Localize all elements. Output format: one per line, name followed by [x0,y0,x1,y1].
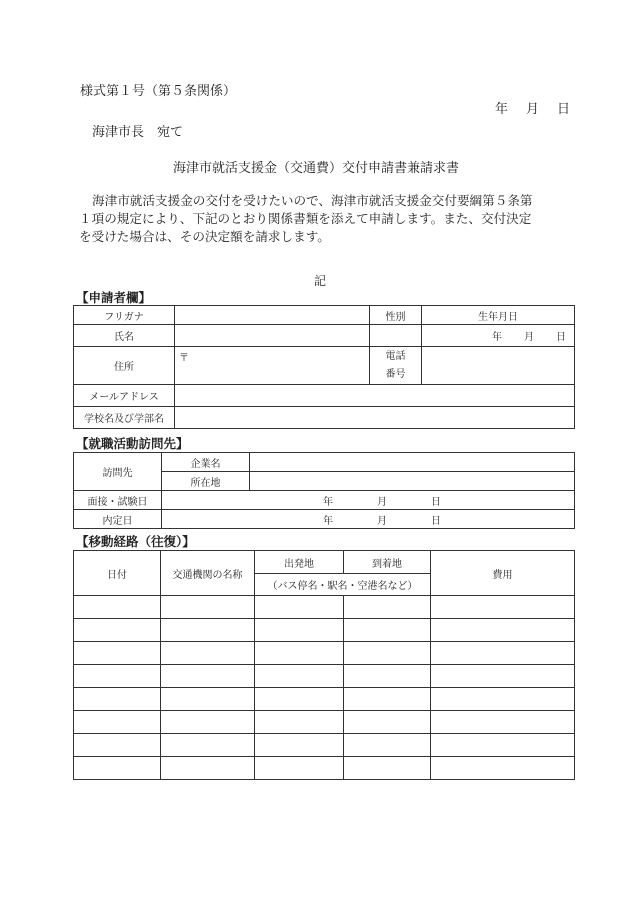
furigana-field[interactable] [175,306,370,325]
email-field[interactable] [175,385,575,407]
company-label: 企業名 [162,453,250,472]
gender-field[interactable] [370,325,422,347]
route-row [74,711,575,734]
route-row [74,688,575,711]
route-departure-cell[interactable] [255,711,344,734]
route-arrival-cell[interactable] [344,642,431,665]
route-transport-cell[interactable] [161,596,255,619]
date-day-label: 日 [557,102,571,117]
location-label: 所在地 [162,472,250,491]
visit-heading: 【就職活動訪問先】 [76,436,189,451]
route-heading: 【移動経路（往復）】 [76,534,195,549]
interview-date-label: 面接・試験日 [74,491,162,510]
date-month-label: 月 [526,102,540,117]
route-cost-cell[interactable] [431,734,575,757]
school-field[interactable] [175,407,575,429]
company-field[interactable] [250,453,575,472]
postal-mark: 〒 [179,353,189,364]
applicant-table [73,305,575,429]
document-title: 海津市就活支援金（交通費）交付申請書兼請求書 [173,161,460,176]
route-date-header: 日付 [74,551,161,596]
route-departure-header: 出発地 [255,551,344,574]
route-date-cell[interactable] [74,711,161,734]
route-transport-cell[interactable] [161,757,255,780]
route-date-cell[interactable] [74,688,161,711]
offer-year-label: 年 [323,515,333,527]
offer-day-label: 日 [431,515,441,527]
route-transport-cell[interactable] [161,734,255,757]
visit-table [73,452,575,529]
address-field[interactable] [175,347,370,385]
phone-label-line1: 電話 [385,350,406,362]
route-departure-cell[interactable] [255,642,344,665]
route-transport-cell[interactable] [161,711,255,734]
route-cost-header: 費用 [431,551,575,596]
phone-label-line2: 番号 [385,368,406,380]
route-arrival-cell[interactable] [344,619,431,642]
route-row [74,619,575,642]
interview-day-label: 日 [431,496,441,508]
location-field[interactable] [250,472,575,491]
date-line [495,98,570,117]
route-departure-cell[interactable] [255,665,344,688]
body-line: を受けた場合は、その決定額を請求します。 [79,229,330,244]
offer-date-field[interactable] [162,510,575,529]
route-note: （バス停名・駅名・空港名など） [255,574,431,596]
phone-field[interactable] [422,347,575,385]
school-label: 学校名及び学部名 [74,407,175,429]
route-departure-cell[interactable] [255,734,344,757]
phone-label [370,347,422,385]
birth-year-label: 年 [492,332,502,343]
name-label: 氏名 [74,325,175,347]
visit-to-label: 訪問先 [74,453,162,491]
form-number: 様式第１号（第５条関係） [80,84,237,99]
interview-month-label: 月 [377,496,387,508]
birth-day-label: 日 [556,332,566,343]
route-departure-cell[interactable] [255,596,344,619]
birthdate-label: 生年月日 [422,306,575,325]
route-transport-cell[interactable] [161,688,255,711]
route-cost-cell[interactable] [431,665,575,688]
route-date-cell[interactable] [74,665,161,688]
route-row [74,734,575,757]
route-arrival-cell[interactable] [344,596,431,619]
offer-month-label: 月 [377,515,387,527]
route-row [74,642,575,665]
route-arrival-cell[interactable] [344,757,431,780]
birth-month-label: 月 [524,332,534,343]
route-transport-cell[interactable] [161,665,255,688]
route-cost-cell[interactable] [431,596,575,619]
route-date-cell[interactable] [74,757,161,780]
name-field[interactable] [175,325,370,347]
furigana-label: フリガナ [74,306,175,325]
route-date-cell[interactable] [74,734,161,757]
address-label: 住所 [74,347,175,385]
route-departure-cell[interactable] [255,619,344,642]
route-transport-cell[interactable] [161,642,255,665]
offer-date-label: 内定日 [74,510,162,529]
route-cost-cell[interactable] [431,642,575,665]
route-arrival-cell[interactable] [344,665,431,688]
route-transport-header: 交通機関の名称 [161,551,255,596]
email-label: メールアドレス [74,385,175,407]
body-paragraph [79,192,533,246]
route-arrival-cell[interactable] [344,734,431,757]
route-arrival-cell[interactable] [344,688,431,711]
body-line: 海津市就活支援金の交付を受けたいので、海津市就活支援金交付要綱第５条第 [92,193,533,208]
addressee: 海津市長 宛て [92,125,184,140]
route-cost-cell[interactable] [431,711,575,734]
applicant-heading: 【申請者欄】 [76,290,152,305]
route-cost-cell[interactable] [431,688,575,711]
body-line: １項の規定により、下記のとおり関係書類を添えて申請します。また、交付決定 [79,211,532,226]
interview-date-field[interactable] [162,491,575,510]
route-transport-cell[interactable] [161,619,255,642]
route-row [74,665,575,688]
route-row [74,757,575,780]
ki-label: 記 [314,274,327,288]
route-table [73,550,575,780]
route-date-cell[interactable] [74,642,161,665]
route-departure-cell[interactable] [255,757,344,780]
route-arrival-header: 到着地 [344,551,431,574]
birthdate-field[interactable] [422,325,575,347]
interview-year-label: 年 [323,496,333,508]
route-cost-cell[interactable] [431,619,575,642]
route-departure-cell[interactable] [255,688,344,711]
gender-label: 性別 [370,306,422,325]
date-year-label: 年 [495,102,509,117]
route-cost-cell[interactable] [431,757,575,780]
route-row [74,596,575,619]
route-date-cell[interactable] [74,619,161,642]
route-date-cell[interactable] [74,596,161,619]
route-arrival-cell[interactable] [344,711,431,734]
